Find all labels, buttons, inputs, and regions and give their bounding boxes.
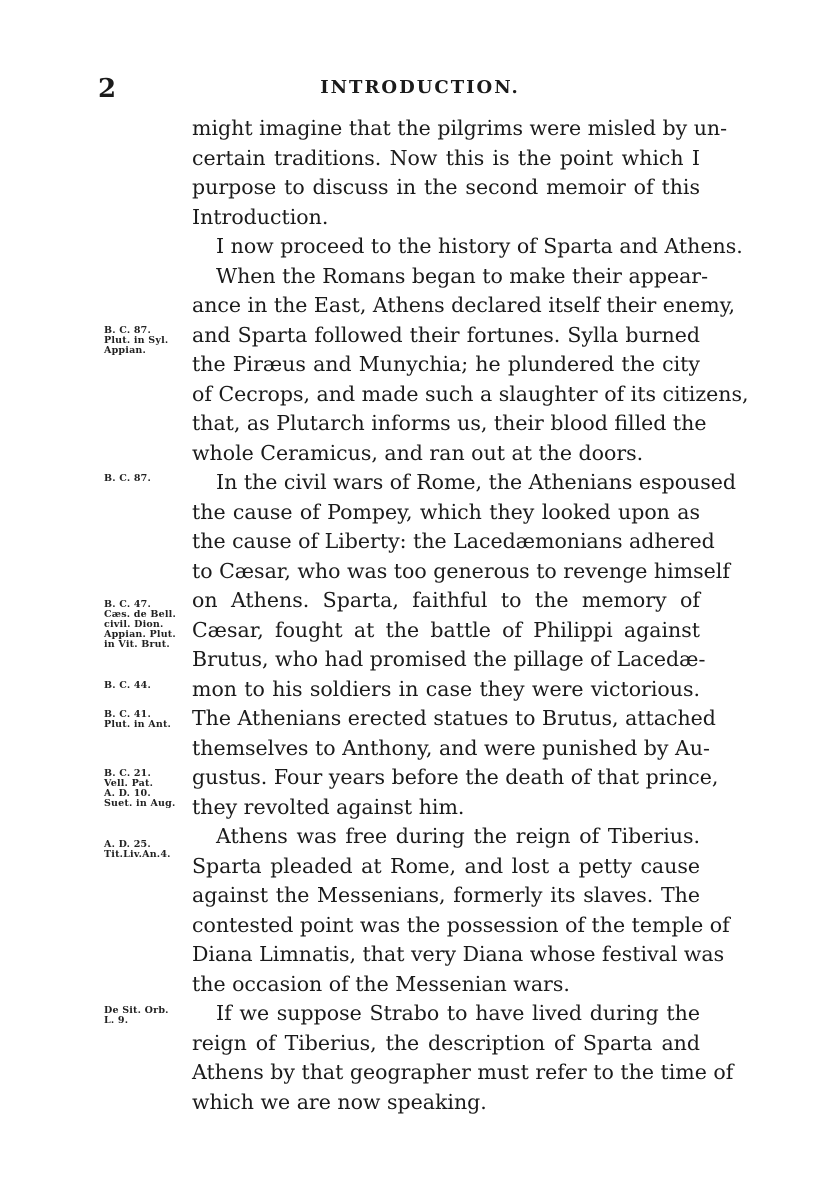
margin-note: B. C. 41. Plut. in Ant. [104,709,172,730]
text-line: might imagine that the pilgrims were misled by un- [192,116,728,140]
text-line: Brutus, who had promised the pillage of Lacedæ- [192,647,706,671]
text-line: which we are now speaking. [192,1089,487,1114]
margin-note: B. C. 47. Cæs. de Bell. civil. Dion. Appian. Plut. in Vit. Brut. [104,599,176,650]
text-line: against the Messenians, formerly its slaves. The [192,883,700,907]
text-line: In the civil wars of Rome, the Athenians espoused [216,470,737,494]
body-text [192,114,749,1117]
text-line: Athens by that geographer must refer to the time of [192,1060,734,1084]
running-head: INTRODUCTION. [320,77,520,98]
text-line: on Athens. Sparta, faithful to the memory of [192,588,700,612]
text-line: I now proceed to the history of Sparta and Athens. [216,234,743,258]
margin-note: A. D. 25. Tit.Liv.An.4. [104,839,171,860]
text-line: the Piræus and Munychia; he plundered the city [192,352,700,376]
margin-note: B. C. 44. [104,680,151,691]
text-line: gustus. Four years before the death of that prince, [192,765,719,789]
text-line: the cause of Pompey, which they looked upon as [192,499,700,524]
text-line: Diana Limnatis, that very Diana whose festival was [192,942,725,966]
text-line: Athens was free during the reign of Tiberius. [216,824,700,848]
text-line: ance in the East, Athens declared itself their enemy, [192,293,736,317]
text-line: and Sparta followed their fortunes. Sylla burned [192,322,700,347]
text-line: mon to his soldiers in case they were victorious. [192,676,700,701]
text-line: that, as Plutarch informs us, their blood filled the [192,411,707,435]
margin-note: De Sit. Orb. L. 9. [104,1005,169,1026]
text-line: the cause of Liberty: the Lacedæmonians adhered [192,529,715,553]
text-line: they revolted against him. [192,794,465,819]
text-line: Introduction. [192,204,329,229]
text-line: to Cæsar, who was too generous to revenge himself [192,558,730,583]
margin-note: B. C. 87. [104,473,151,484]
text-line: of Cecrops, and made such a slaughter of its citizens, [192,381,749,406]
text-line: Cæsar, fought at the battle of Philippi against [192,617,700,642]
text-line: whole Ceramicus, and ran out at the doors. [192,440,644,465]
text-line: The Athenians erected statues to Brutus, attached [192,706,716,730]
text-line: certain traditions. Now this is the point which I [192,145,700,170]
text-line: contested point was the possession of the temple of [192,912,730,937]
text-line: If we suppose Strabo to have lived during the [216,1001,700,1025]
text-line: When the Romans began to make their appear- [216,263,709,288]
text-line: reign of Tiberius, the description of Sparta and [192,1030,700,1055]
margin-note: B. C. 21. Vell. Pat. A. D. 10. Suet. in Aug. [104,768,176,809]
text-line: themselves to Anthony, and were punished by Au- [192,735,710,760]
margin-note: B. C. 87. Plut. in Syl. Appian. [104,325,169,356]
text-line: the occasion of the Messenian wars. [192,971,570,996]
text-line: purpose to discuss in the second memoir of this [192,175,700,199]
page-number: 2 [98,74,117,104]
text-line: Sparta pleaded at Rome, and lost a petty cause [192,853,700,878]
